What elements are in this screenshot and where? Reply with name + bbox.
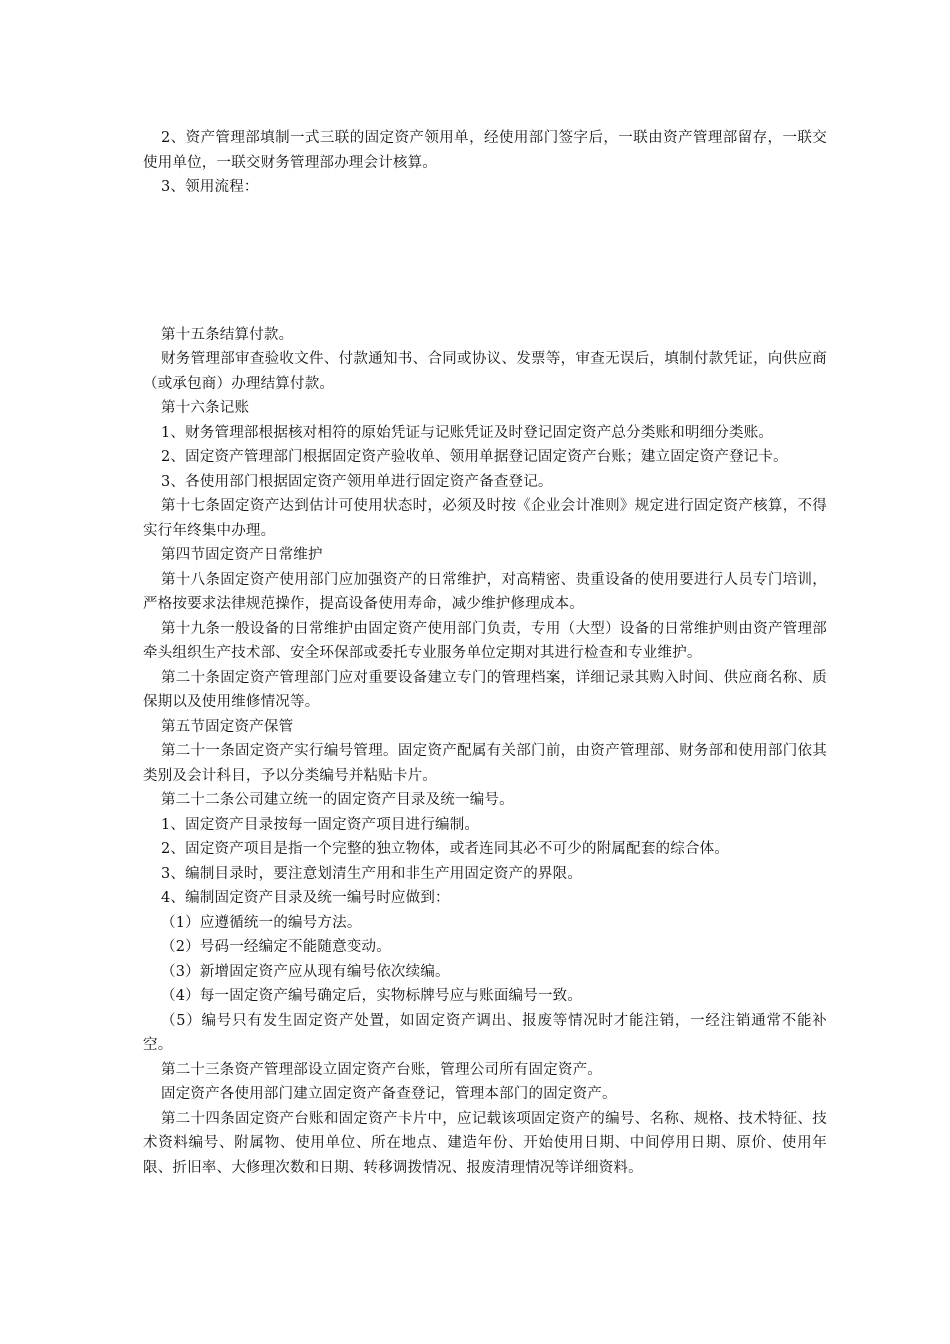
paragraph: 固定资产各使用部门建立固定资产备查登记，管理本部门的固定资产。 — [161, 1086, 617, 1102]
document-body — [143, 126, 827, 1180]
paragraph: 2、固定资产管理部门根据固定资产验收单、领用单据登记固定资产台账；建立固定资产登记卡。 — [161, 449, 788, 465]
list-item: 1、固定资产目录按每一固定资产项目进行编制。 — [161, 816, 480, 833]
paragraph: 第十七条固定资产达到估计可使用状态时，必须及时按《企业会计准则》规定进行固定资产核算，不得实行年终集中办理。 — [143, 498, 827, 539]
list-item: 4、编制固定资产目录及统一编号时应做到： — [161, 890, 450, 906]
sub-list-item: （2）号码一经编定不能随意变动。 — [161, 939, 391, 955]
section-heading: 第五节固定资产保管 — [161, 718, 294, 735]
paragraph: 2、资产管理部填制一式三联的固定资产领用单，经使用部门签字后，一联由资产管理部留存，一联交使用单位，一联交财务管理部办理会计核算。 — [143, 130, 827, 171]
article-heading: 第十六条记账 — [161, 400, 250, 416]
paragraph: 第二十二条公司建立统一的固定资产目录及统一编号。 — [161, 792, 514, 808]
paragraph: 第十九条一般设备的日常维护由固定资产使用部门负责，专用（大型）设备的日常维护则由资产管理部牵头组织生产技术部、安全环保部或委托专业服务单位定期对其进行检查和专业维护。 — [143, 620, 827, 661]
list-item: 3、编制目录时，要注意划清生产用和非生产用固定资产的界限。 — [161, 865, 583, 882]
sub-list-item: （5）编号只有发生固定资产处置，如固定资产调出、报废等情况时才能注销，一经注销通常不能补空。 — [143, 1012, 827, 1053]
paragraph: 第二十四条固定资产台账和固定资产卡片中，应记载该项固定资产的编号、名称、规格、技术特征、技术资料编号、附属物、使用单位、所在地点、建造年份、开始使用日期、中间停用日期、原价、使用年限、折旧率、大修理次数和日期、转移调拨情况、报废清理情况等详细资料。 — [143, 1110, 827, 1176]
article-heading: 第十五条结算付款。 — [161, 326, 294, 343]
paragraph: 3、领用流程： — [161, 179, 259, 195]
paragraph: 财务管理部审查验收文件、付款通知书、合同或协议、发票等，审查无误后，填制付款凭证，向供应商（或承包商）办理结算付款。 — [143, 351, 827, 392]
paragraph: 第二十条固定资产管理部门应对重要设备建立专门的管理档案，详细记录其购入时间、供应商名称、质保期以及使用维修情况等。 — [143, 669, 827, 710]
list-item: 2、固定资产项目是指一个完整的独立物体，或者连同其必不可少的附属配套的综合体。 — [161, 841, 730, 857]
sub-list-item: （4）每一固定资产编号确定后，实物标牌号应与账面编号一致。 — [161, 988, 583, 1004]
paragraph: 第二十三条资产管理部设立固定资产台账，管理公司所有固定资产。 — [161, 1061, 602, 1078]
paragraph: 第十八条固定资产使用部门应加强资产的日常维护，对高精密、贵重设备的使用要进行人员专门培训，严格按要求法律规范操作，提高设备使用寿命，减少维护修理成本。 — [143, 571, 827, 612]
blank-space — [143, 200, 827, 323]
paragraph: 第二十一条固定资产实行编号管理。固定资产配属有关部门前，由资产管理部、财务部和使用部门依其类别及会计科目，予以分类编号并粘贴卡片。 — [143, 743, 827, 784]
paragraph: 3、各使用部门根据固定资产领用单进行固定资产备查登记。 — [161, 473, 553, 490]
section-heading: 第四节固定资产日常维护 — [161, 547, 323, 563]
sub-list-item: （1）应遵循统一的编号方法。 — [161, 914, 362, 931]
paragraph: 1、财务管理部根据核对相符的原始凭证与记账凭证及时登记固定资产总分类账和明细分类账。 — [161, 424, 774, 441]
sub-list-item: （3）新增固定资产应从现有编号依次续编。 — [161, 963, 450, 980]
